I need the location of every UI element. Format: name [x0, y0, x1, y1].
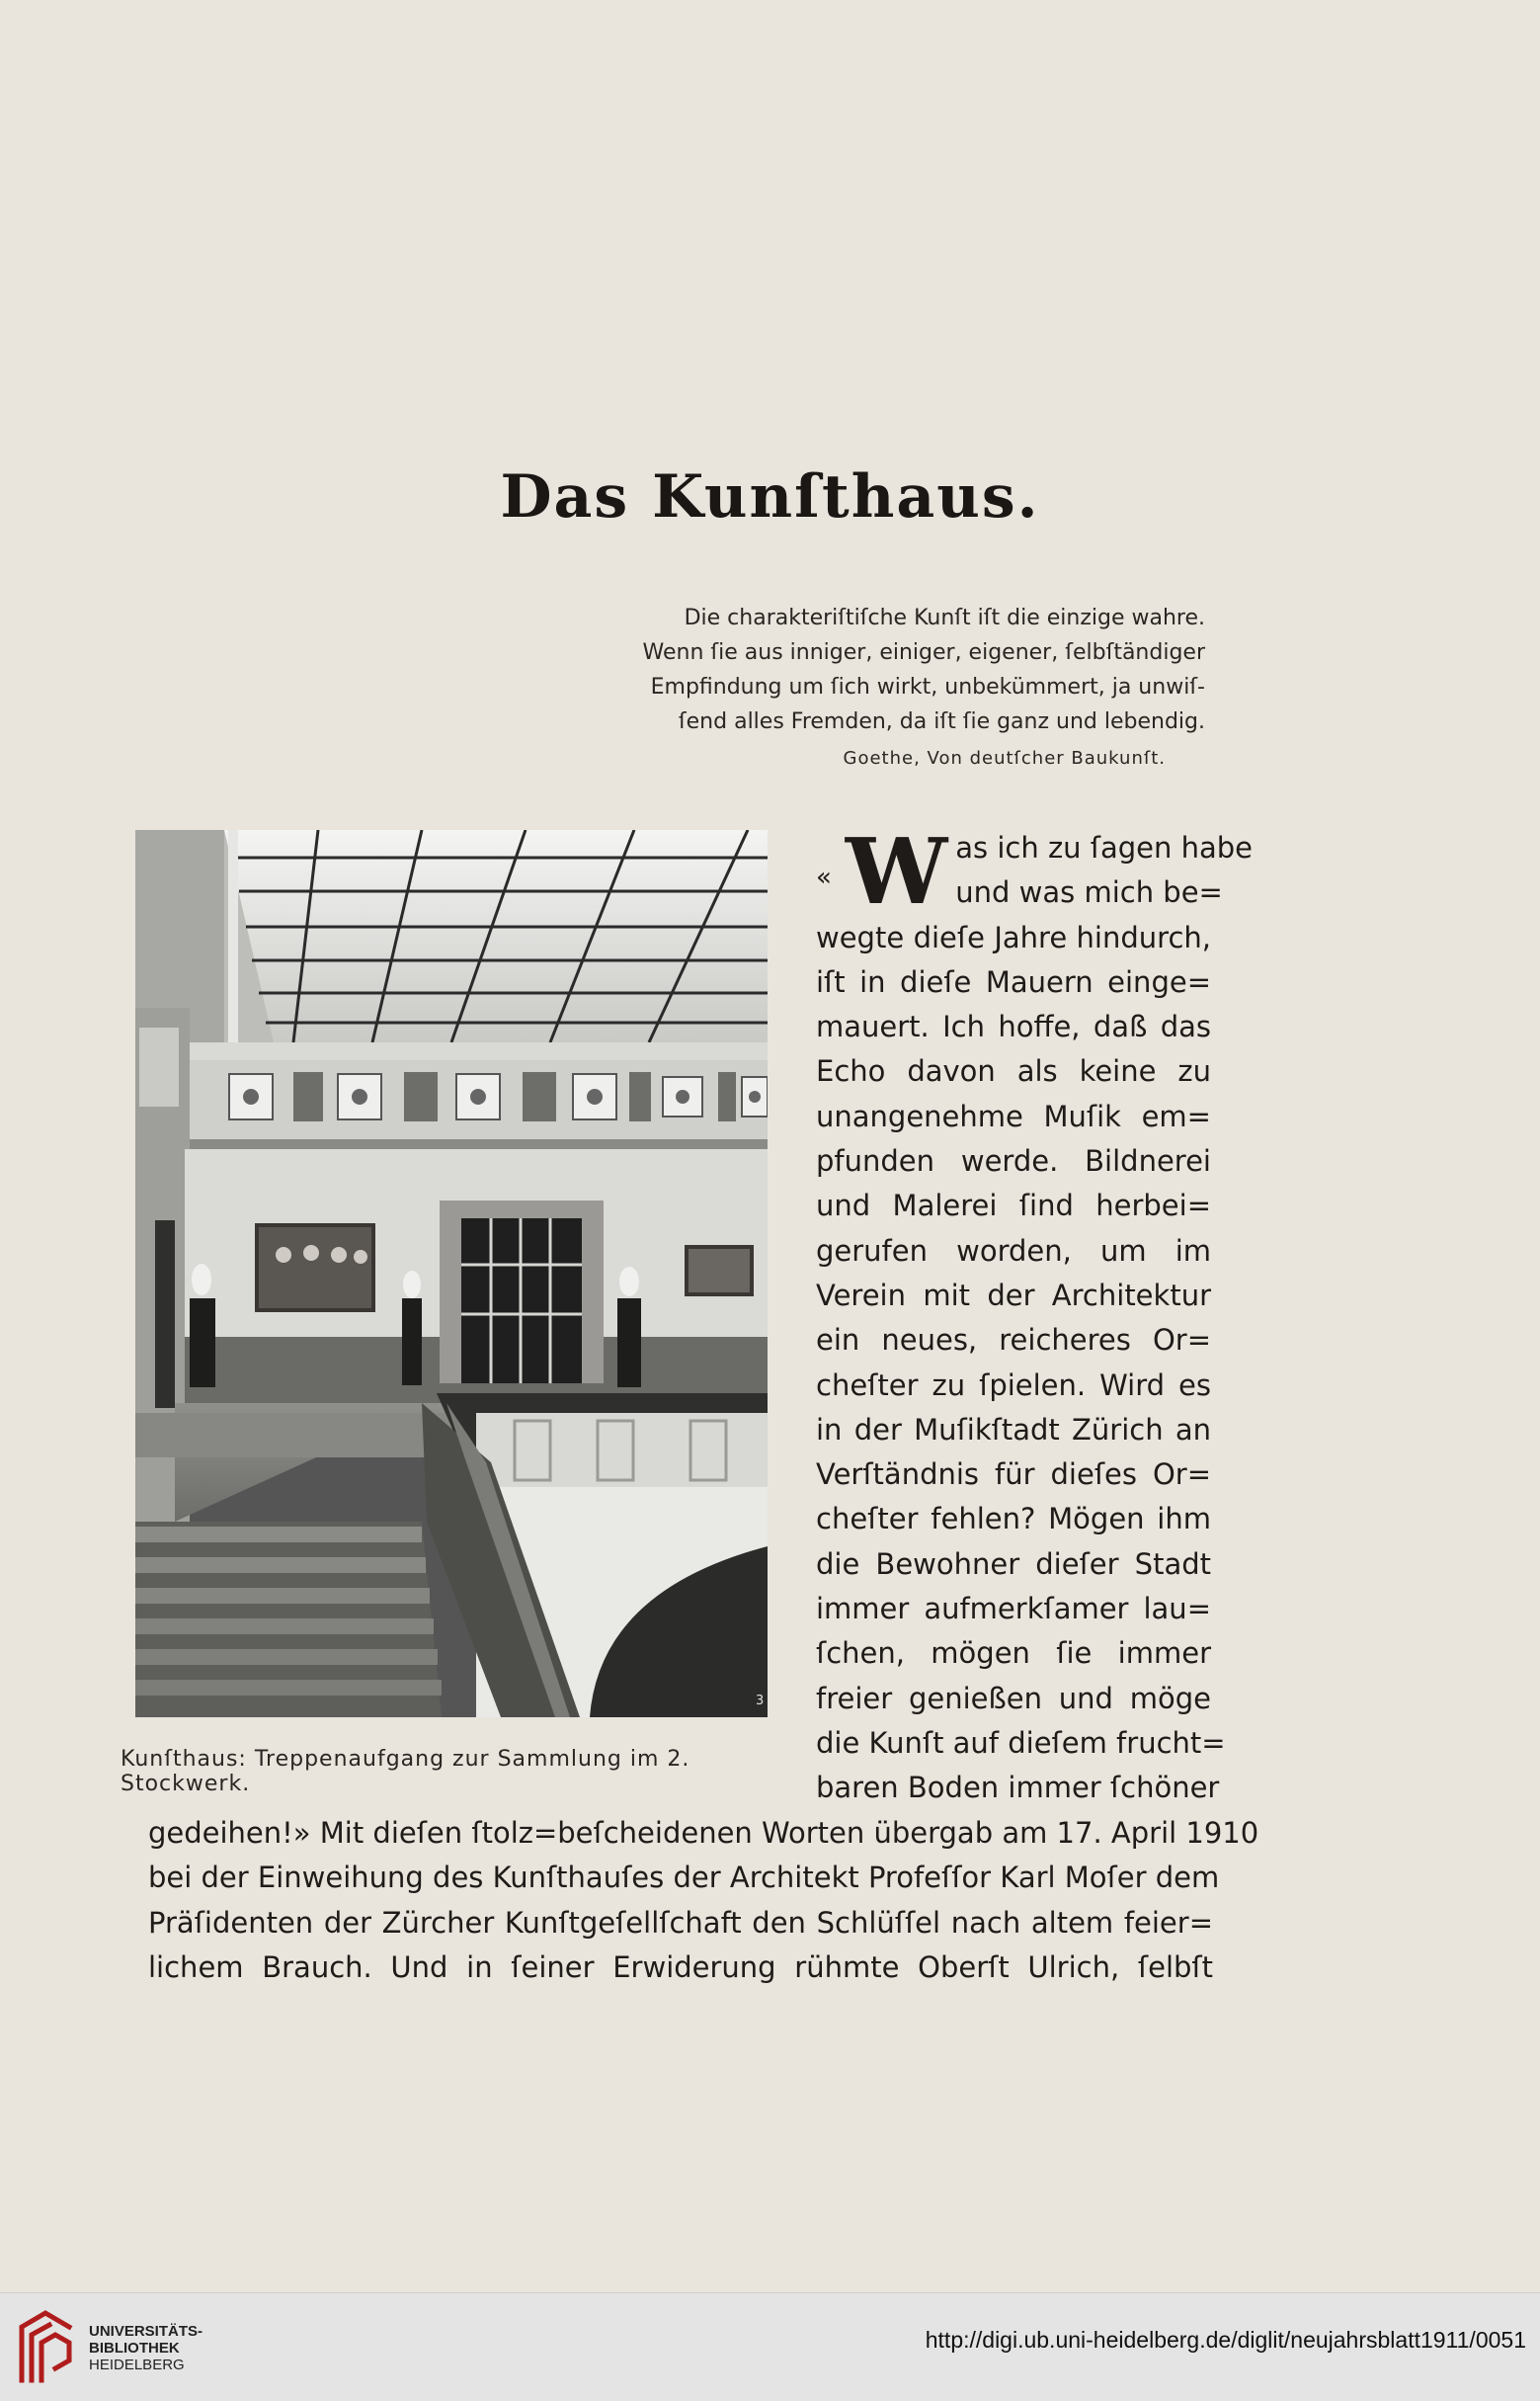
text-line: gedeihen!» Mit dieſen ſtolz=beſcheidenen Worten übergab am 17. April 1910	[148, 1816, 1259, 1850]
library-name-line: HEIDELBERG	[89, 2357, 185, 2373]
staircase-photo	[135, 830, 768, 1717]
text-line: as ich zu ſagen habe	[955, 831, 1253, 865]
text-line: iſt in dieſe Mauern einge=	[816, 964, 1211, 999]
text-line: die Kunſt auf dieſem frucht=	[816, 1725, 1226, 1760]
text-line: cheſter zu ſpielen. Wird es	[816, 1367, 1211, 1402]
library-name-line: BIBLIOTHEK	[89, 2340, 180, 2357]
document-url-link[interactable]: http://digi.ub.uni-heidelberg.de/diglit/neujahrsblatt1911/0051	[925, 2327, 1526, 2353]
photo-caption: Kunſthaus: Treppenaufgang zur Sammlung im 2. Stockwerk.	[121, 1747, 690, 1796]
text-line: Echo davon als keine zu	[816, 1054, 1211, 1089]
library-name	[89, 2323, 203, 2373]
text-line: pfunden werde. Bildnerei	[816, 1144, 1211, 1179]
photo-illustration	[135, 830, 768, 1717]
drop-initial: W	[845, 818, 948, 925]
text-line: immer aufmerkſamer lau=	[816, 1592, 1211, 1626]
motto-line: Die charakteriſtiſche Kunſt iſt die einzige wahre.	[684, 606, 1205, 630]
text-line: lichem Brauch. Und in ſeiner Erwiderung rühmte Oberſt Ulrich, ſelbſt	[148, 1949, 1213, 1984]
text-line: freier genießen und möge	[816, 1681, 1211, 1715]
text-line: Präſidenten der Zürcher Kunſtgeſellſchaft den Schlüſſel nach altem feier=	[148, 1905, 1213, 1940]
text-line: und was mich be=	[955, 875, 1223, 910]
motto-quote	[553, 601, 1205, 776]
viewer-footer	[0, 2292, 1540, 2401]
text-line: cheſter fehlen? Mögen ihm	[816, 1502, 1211, 1536]
text-line: ſchen, mögen ſie immer	[816, 1636, 1211, 1671]
text-line: unangenehme Muſik em=	[816, 1099, 1211, 1133]
text-line: gerufen worden, um im	[816, 1233, 1211, 1268]
text-line: Verein mit der Architektur	[816, 1278, 1211, 1312]
photo-number: 3	[756, 1694, 765, 1708]
text-line: Verſtändnis für dieſes Or=	[816, 1457, 1211, 1492]
motto-source: Goethe, Von deutſcher Baukunſt.	[843, 748, 1166, 769]
text-line: wegte dieſe Jahre hindurch,	[816, 920, 1211, 954]
motto-line: Wenn ſie aus inniger, einiger, eigener, ſelbſtändiger	[642, 640, 1205, 665]
body-column	[816, 818, 1253, 1811]
text-line: bei der Einweihung des Kunſthauſes der Architekt Profeſſor Karl Moſer dem	[148, 1861, 1220, 1895]
text-line: die Bewohner dieſer Stadt	[816, 1546, 1211, 1581]
text-line: baren Boden immer ſchöner	[816, 1771, 1220, 1805]
text-line: mauert. Ich hoffe, daß das	[816, 1010, 1211, 1044]
page-title: Das Kunſthaus.	[500, 462, 1040, 532]
text-line: ein neues, reicheres Or=	[816, 1323, 1211, 1358]
motto-line: Empfindung um ſich wirkt, unbekümmert, ja unwiſ-	[650, 675, 1205, 700]
library-name-line: UNIVERSITÄTS-	[89, 2323, 203, 2340]
opening-quote: «	[816, 863, 832, 892]
motto-line: ſend alles Fremden, da iſt ſie ganz und lebendig.	[678, 709, 1205, 734]
text-line: und Malerei ſind herbei=	[816, 1189, 1211, 1223]
body-full-width	[148, 1811, 1259, 1990]
library-logo-icon	[16, 2307, 75, 2386]
text-line: in der Muſikſtadt Zürich an	[816, 1412, 1211, 1447]
